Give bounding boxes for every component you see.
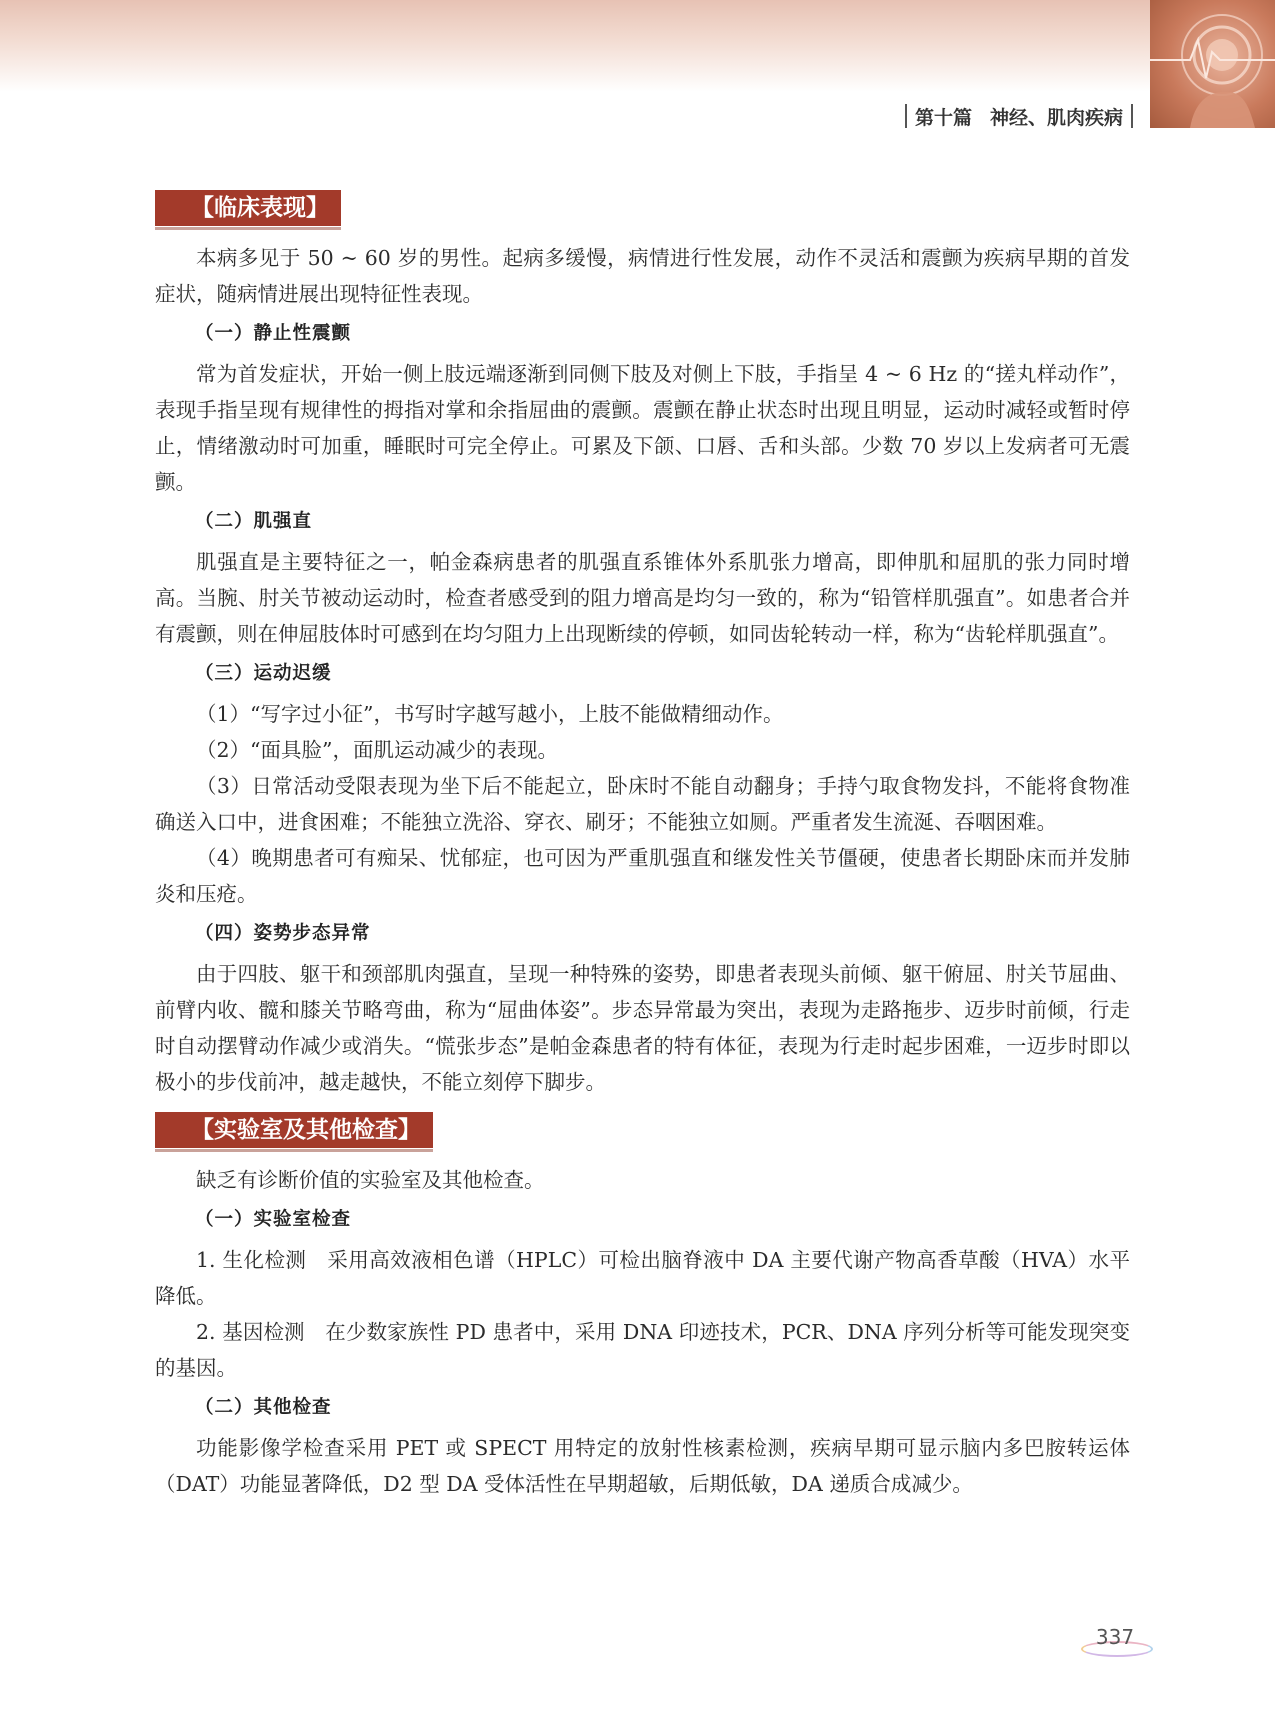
rigidity-text: 肌强直是主要特征之一，帕金森病患者的肌强直系锥体外系肌张力增高，即伸肌和屈肌的张力同时增高。当腕、肘关节被动运动时，检查者感受到的阻力增高是均匀一致的，称为“铅管样肌强直”。如患者合并有震颤，则在伸屈肢体时可感到在均匀阻力上出现断续的停顿，如同齿轮转动一样，称为“齿轮样肌强直”。 bbox=[155, 550, 1130, 646]
subheading-other-tests: （二）其他检查 bbox=[195, 1397, 332, 1418]
lab-item-biochemical: 1. 生化检测 采用高效液相色谱（HPLC）可检出脑脊液中 DA 主要代谢产物高香草酸（HVA）水平降低。 bbox=[155, 1248, 1130, 1308]
stethoscope-decoration-icon bbox=[1150, 0, 1275, 128]
subheading-bradykinesia: （三）运动迟缓 bbox=[195, 663, 332, 684]
header-band bbox=[0, 0, 1275, 92]
section-heading-lab: 【实验室及其他检查】 bbox=[155, 1112, 433, 1148]
bradykinesia-item-1: （1）“写字过小征”，书写时字越写越小，上肢不能做精细动作。 bbox=[196, 702, 784, 726]
subheading-lab-tests: （一）实验室检查 bbox=[195, 1209, 352, 1230]
running-head-bar-left bbox=[905, 104, 907, 128]
lab-intro: 缺乏有诊断价值的实验室及其他检查。 bbox=[196, 1168, 545, 1192]
running-head-bar-right bbox=[1131, 104, 1133, 128]
bradykinesia-item-4: （4）晚期患者可有痴呆、忧郁症，也可因为严重肌强直和继发性关节僵硬，使患者长期卧床而并发肺炎和压疮。 bbox=[155, 846, 1130, 906]
part-label: 第十篇 bbox=[914, 106, 972, 129]
subheading-posture-gait: （四）姿势步态异常 bbox=[195, 923, 371, 944]
subheading-resting-tremor: （一）静止性震颤 bbox=[195, 323, 352, 344]
clinical-intro: 本病多见于 50 ~ 60 岁的男性。起病多缓慢，病情进行性发展，动作不灵活和震颤为疾病早期的首发症状，随病情进展出现特征性表现。 bbox=[155, 246, 1130, 306]
section-heading-clinical: 【临床表现】 bbox=[155, 190, 341, 226]
page-content bbox=[155, 190, 1130, 1502]
bradykinesia-item-2: （2）“面具脸”，面肌运动减少的表现。 bbox=[196, 738, 559, 762]
running-head bbox=[905, 100, 1133, 132]
part-title: 神经、肌肉疾病 bbox=[989, 106, 1123, 129]
subheading-rigidity: （二）肌强直 bbox=[195, 511, 313, 532]
page-number-text: 337 bbox=[1095, 1625, 1135, 1649]
lab-item-genetic: 2. 基因检测 在少数家族性 PD 患者中，采用 DNA 印迹技术，PCR、DNA 序列分析等可能发现突变的基因。 bbox=[155, 1320, 1130, 1380]
other-tests-text: 功能影像学检查采用 PET 或 SPECT 用特定的放射性核素检测，疾病早期可显示脑内多巴胺转运体（DAT）功能显著降低，D2 型 DA 受体活性在早期超敏，后期低敏，DA 递质合成减少。 bbox=[155, 1436, 1130, 1496]
posture-gait-text: 由于四肢、躯干和颈部肌肉强直，呈现一种特殊的姿势，即患者表现头前倾、躯干俯屈、肘关节屈曲、前臂内收、髋和膝关节略弯曲，称为“屈曲体姿”。步态异常最为突出，表现为走路拖步、迈步时前倾，行走时自动摆臂动作减少或消失。“慌张步态”是帕金森患者的特有体征，表现为行走时起步困难，一迈步时即以极小的步伐前冲，越走越快，不能立刻停下脚步。 bbox=[155, 962, 1130, 1094]
resting-tremor-text: 常为首发症状，开始一侧上肢远端逐渐到同侧下肢及对侧上下肢，手指呈 4 ~ 6 Hz 的“搓丸样动作”，表现手指呈现有规律性的拇指对掌和余指屈曲的震颤。震颤在静止状态时出现且明显，运动时减轻或暂时停止，情绪激动时可加重，睡眠时可完全停止。可累及下颌、口唇、舌和头部。少数 70 岁以上发病者可无震颤。 bbox=[155, 362, 1130, 494]
bradykinesia-item-3: （3）日常活动受限表现为坐下后不能起立，卧床时不能自动翻身；手持勺取食物发抖，不能将食物准确送入口中，进食困难；不能独立洗浴、穿衣、刷牙；不能独立如厕。严重者发生流涎、吞咽困难。 bbox=[155, 774, 1130, 834]
page-number bbox=[1075, 1625, 1155, 1655]
